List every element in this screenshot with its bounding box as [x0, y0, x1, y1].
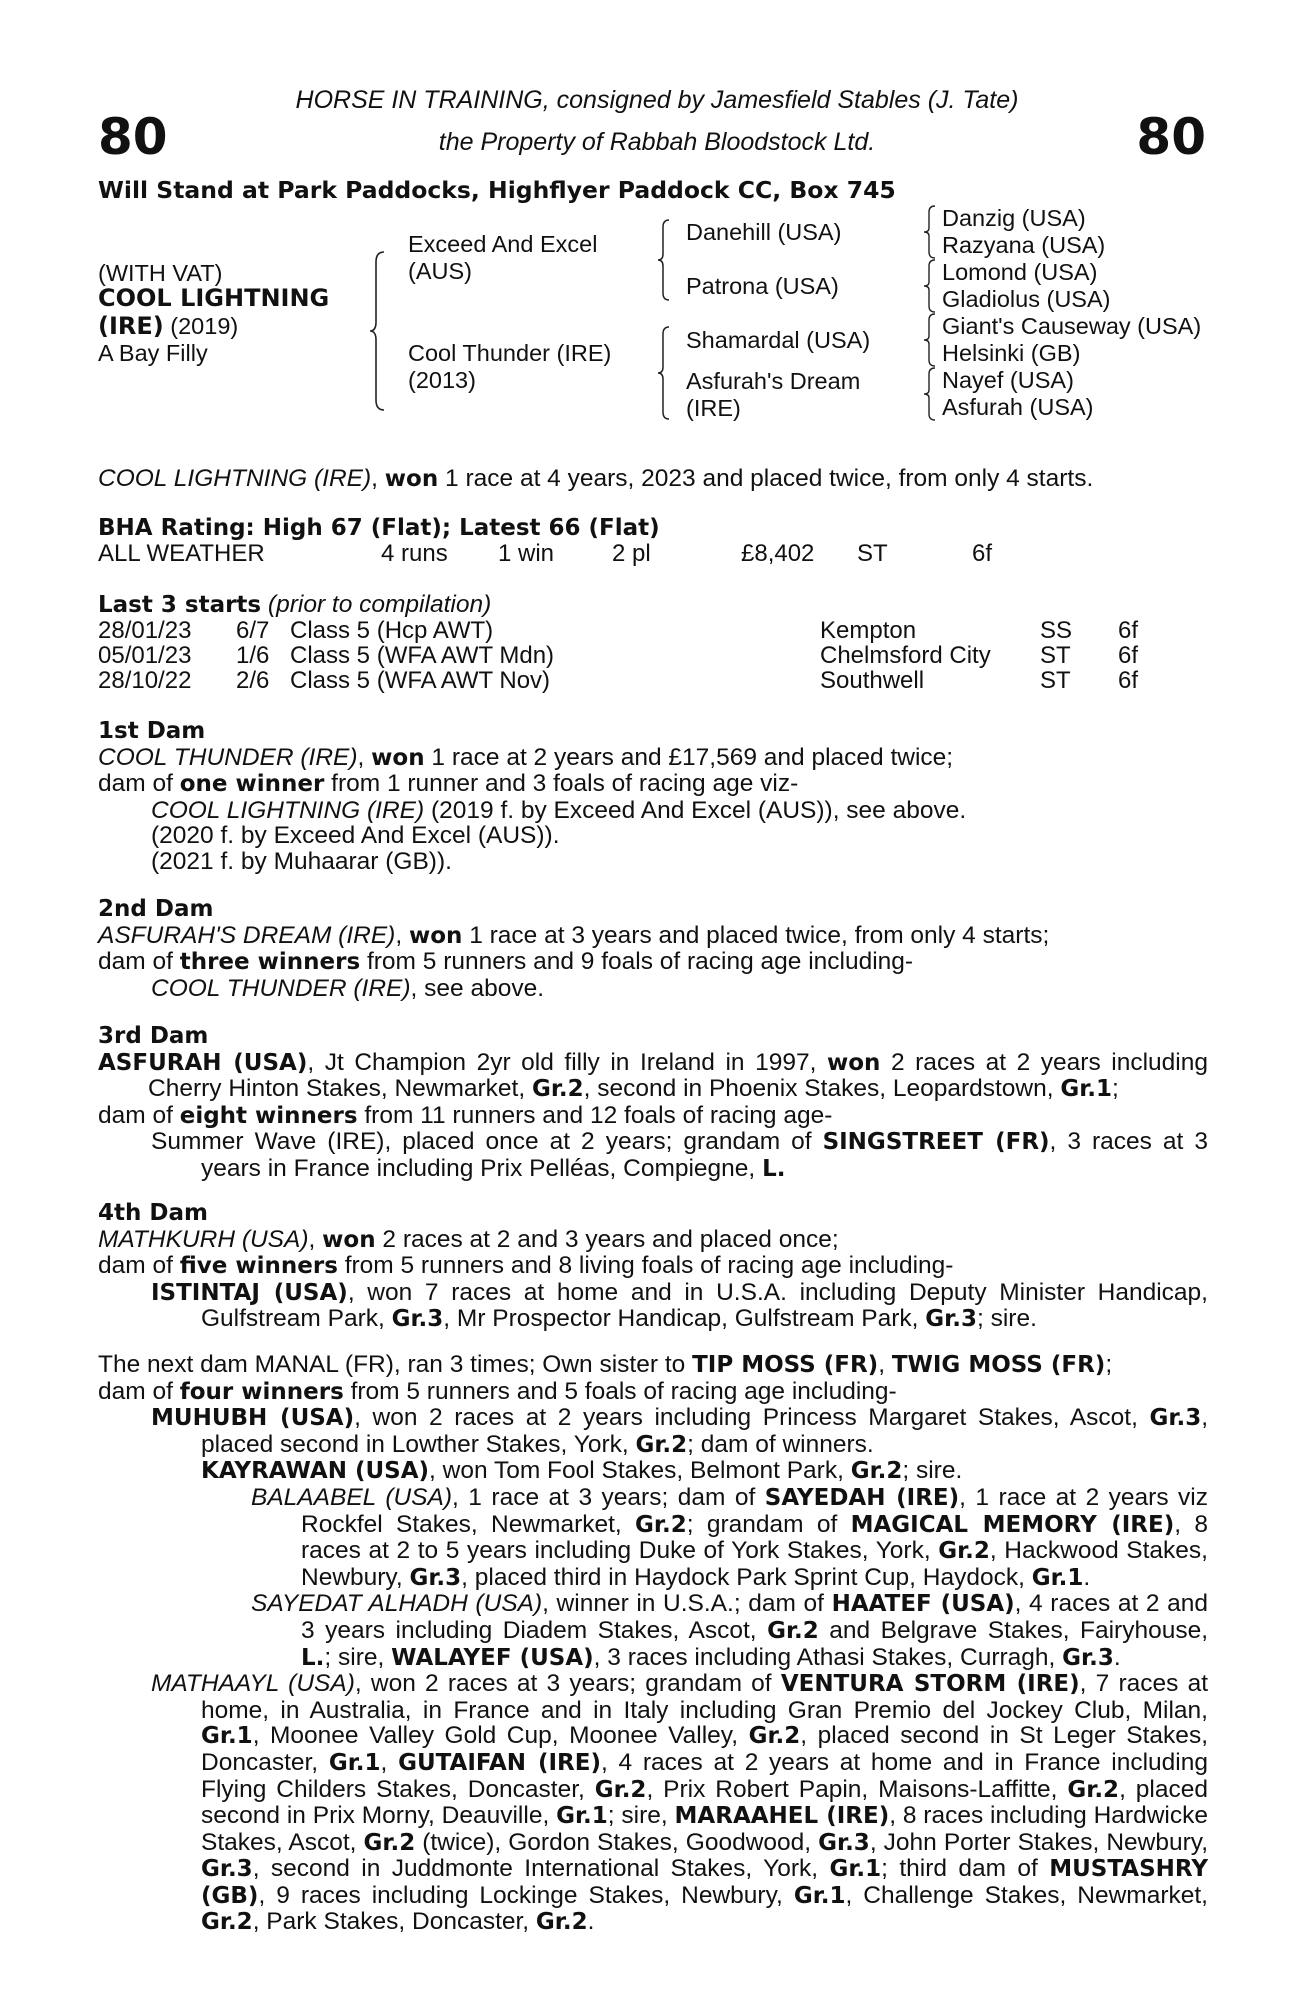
dam-line: ASFURAH'S DREAM (IRE), won 1 race at 3 years and placed twice, from only 4 starts; — [98, 921, 1050, 949]
start-pos: 2/6 — [236, 667, 270, 694]
sire-name: Exceed And Excel — [408, 231, 598, 257]
section-title: 1st Dam — [98, 718, 206, 744]
consignor-line: HORSE IN TRAINING, consigned by Jamesfield Stables (J. Tate) — [295, 86, 1019, 114]
start-course: Kempton — [820, 617, 917, 644]
start-date: 05/01/23 — [98, 642, 192, 669]
start-going: SS — [1040, 617, 1073, 644]
gen3-brace-4 — [922, 366, 938, 422]
vat-label: (WITH VAT) — [98, 260, 223, 286]
second-dam-section — [98, 897, 1208, 1001]
rating-surface: ALL WEATHER — [98, 540, 265, 567]
sire-suffix: (AUS) — [408, 258, 472, 284]
rating-dist: 6f — [972, 540, 993, 567]
lot-number-right: 80 — [1136, 108, 1206, 166]
section-title: 3rd Dam — [98, 1023, 209, 1049]
start-going: ST — [1040, 667, 1071, 694]
stand-line: Will Stand at Park Paddocks, Highflyer Paddock CC, Box 745 — [98, 176, 896, 204]
start-pos: 6/7 — [236, 617, 270, 644]
start-dist: 6f — [1118, 617, 1139, 644]
gen3-ssd: Razyana (USA) — [942, 232, 1106, 258]
rating-places: 2 pl — [612, 540, 651, 567]
third-dam-section — [98, 1024, 1208, 1183]
dam-line: The next dam MANAL (FR), ran 3 times; Own sister to TIP MOSS (FR), TWIG MOSS (FR); — [98, 1351, 1113, 1378]
produce-paragraph: ISTINTAJ (USA), won 7 races at home and in U.S.A. including Deputy Minister Handicap, Gulfstream Park, Gr.3, Mr Prospector Handicap, Gulfstream Park, Gr.3; sire. — [151, 1278, 1208, 1333]
gen3-dsd: Helsinki (GB) — [942, 340, 1081, 366]
start-race: Class 5 (WFA AWT Mdn) — [290, 642, 555, 669]
produce-line: (2020 f. by Exceed And Excel (AUS)). — [151, 822, 560, 850]
dam-line: COOL THUNDER (IRE), won 1 race at 2 years and £17,569 and placed twice; — [98, 743, 954, 771]
dam-line: dam of three winners from 5 runners and 9 foals of racing age including- — [98, 948, 914, 976]
gen3-sds: Lomond (USA) — [942, 259, 1098, 285]
sire-brace — [656, 218, 672, 302]
dam-dam-suffix: (IRE) — [686, 395, 741, 421]
start-going: ST — [1040, 642, 1071, 669]
rating-prize: £8,402 — [741, 540, 815, 567]
produce-line: COOL LIGHTNING (IRE) (2019 f. by Exceed And Excel (AUS)), see above. — [151, 796, 967, 824]
dam-line: dam of eight winners from 11 runners and 12 foals of racing age- — [98, 1101, 833, 1129]
horse-name: COOL LIGHTNING — [98, 284, 330, 312]
dam-name: Cool Thunder (IRE) — [408, 340, 612, 366]
produce-paragraph: MATHAAYL (USA), won 2 races at 3 years; grandam of VENTURA STORM (IRE), 7 races at home, in Australia, in France and in Italy including Gran Premio del Jockey Club, Milan, Gr.1, Moonee Valley Gold Cup, Moonee Valley, Gr.2, placed second in St Leger Stakes, Doncaster, Gr.1, GUTAIFAN (IRE), 4 races at 2 years at home and in France including Flying Childers Stakes, Doncaster, Gr.2, Prix Robert Papin, Maisons-Laffitte, Gr.2, placed second in Prix Morny, Deauville, Gr.1; sire, MARAAHEL (IRE), 8 races including Hardwicke Stakes, Ascot, Gr.2 (twice), Gordon Stakes, Goodwood, Gr.3, John Porter Stakes, Newbury, Gr.3, second in Juddmonte International Stakes, York, Gr.1; third dam of MUSTASHRY (GB), 9 races including Lockinge Stakes, Newbury, Gr.1, Challenge Stakes, Newmarket, Gr.2, Park Stakes, Doncaster, Gr.2. — [151, 1670, 1209, 1936]
bha-rating: BHA Rating: High 67 (Flat); Latest 66 (Flat) — [98, 515, 660, 541]
dam-year: (2013) — [408, 367, 476, 393]
produce-paragraph: Summer Wave (IRE), placed once at 2 years; grandam of SINGSTREET (FR), 3 races at 3 years in France including Prix Pelléas, Compiegne, L. — [151, 1128, 1208, 1182]
start-date: 28/01/23 — [98, 617, 192, 644]
produce-line: (2021 f. by Muhaarar (GB)). — [151, 847, 452, 875]
dam-paragraph: ASFURAH (USA), Jt Champion 2yr old filly in Ireland in 1997, won 2 races at 2 years including Cherry Hinton Stakes, Newmarket, Gr.2, second in Phoenix Stakes, Leopardstown, Gr.1; — [98, 1048, 1208, 1103]
section-title: 4th Dam — [98, 1200, 208, 1226]
produce-paragraph: KAYRAWAN (USA), won Tom Fool Stakes, Belmont Park, Gr.2; sire. — [201, 1457, 963, 1485]
rating-wins: 1 win — [498, 540, 555, 567]
dam-line: dam of one winner from 1 runner and 3 foals of racing age viz- — [98, 770, 799, 798]
dam-line: dam of five winners from 5 runners and 8 living foals of racing age including- — [98, 1252, 954, 1280]
rating-runs: 4 runs — [381, 540, 448, 567]
gen3-sss: Danzig (USA) — [942, 205, 1086, 231]
property-line: the Property of Rabbah Bloodstock Ltd. — [438, 128, 876, 156]
gen3-brace-1 — [922, 204, 938, 260]
section-title: 2nd Dam — [98, 896, 214, 922]
dam-dam: Asfurah's Dream — [686, 368, 861, 394]
produce-paragraph: SAYEDAT ALHADH (USA), winner in U.S.A.; dam of HAATEF (USA), 4 races at 2 and 3 years including Diadem Stakes, Ascot, Gr.2 and Belgrave Stakes, Fairyhouse, L.; sire, WALAYEF (USA), 3 races including Athasi Stakes, Curragh, Gr.3. — [251, 1590, 1208, 1671]
start-dist: 6f — [1118, 642, 1139, 669]
produce-paragraph: BALAABEL (USA), 1 race at 3 years; dam of SAYEDAH (IRE), 1 race at 2 years viz Rockfel Stakes, Newmarket, Gr.2; grandam of MAGICAL MEMORY (IRE), 8 races at 2 to 5 years including Duke of York Stakes, York, Gr.2, Hackwood Stakes, Newbury, Gr.3, placed third in Haydock Park Sprint Cup, Haydock, Gr.1. — [251, 1483, 1209, 1591]
gen3-brace-2 — [922, 258, 938, 314]
start-pos: 1/6 — [236, 642, 270, 669]
produce-line: COOL THUNDER (IRE), see above. — [151, 974, 545, 1002]
gen3-ddd: Asfurah (USA) — [942, 394, 1094, 420]
lot-number-left: 80 — [98, 108, 168, 166]
start-race: Class 5 (Hcp AWT) — [290, 617, 494, 644]
sire-dam: Patrona (USA) — [686, 273, 839, 299]
gen3-sdd: Gladiolus (USA) — [942, 286, 1111, 312]
sire-sire: Danehill (USA) — [686, 219, 842, 245]
dam-brace — [656, 325, 672, 421]
main-brace — [368, 250, 388, 412]
fourth-dam-section — [98, 1201, 1208, 1333]
rating-going: ST — [857, 540, 888, 567]
start-course: Chelmsford City — [820, 642, 991, 669]
race-summary: COOL LIGHTNING (IRE), won 1 race at 4 years, 2023 and placed twice, from only 4 starts. — [98, 465, 1094, 492]
last-starts-title: Last 3 starts (prior to compilation) — [98, 591, 492, 618]
start-date: 28/10/22 — [98, 667, 192, 694]
horse-age: (IRE) (2019) — [98, 312, 239, 340]
horse-desc: A Bay Filly — [98, 340, 208, 366]
dam-sire: Shamardal (USA) — [686, 327, 871, 353]
first-dam-section — [98, 719, 1208, 875]
produce-paragraph: MUHUBH (USA), won 2 races at 2 years including Princess Margaret Stakes, Ascot, Gr.3, placed second in Lowther Stakes, York, Gr.2; dam of winners. — [151, 1404, 1209, 1458]
gen3-dss: Giant's Causeway (USA) — [942, 313, 1202, 339]
start-dist: 6f — [1118, 667, 1139, 694]
gen3-brace-3 — [922, 312, 938, 368]
dam-line: dam of four winners from 5 runners and 5 foals of racing age including- — [98, 1377, 897, 1405]
start-course: Southwell — [820, 667, 925, 694]
gen3-dds: Nayef (USA) — [942, 367, 1074, 393]
dam-line: MATHKURH (USA), won 2 races at 2 and 3 years and placed once; — [98, 1225, 839, 1253]
next-dam-section — [98, 1352, 1208, 1936]
start-race: Class 5 (WFA AWT Nov) — [290, 667, 551, 694]
